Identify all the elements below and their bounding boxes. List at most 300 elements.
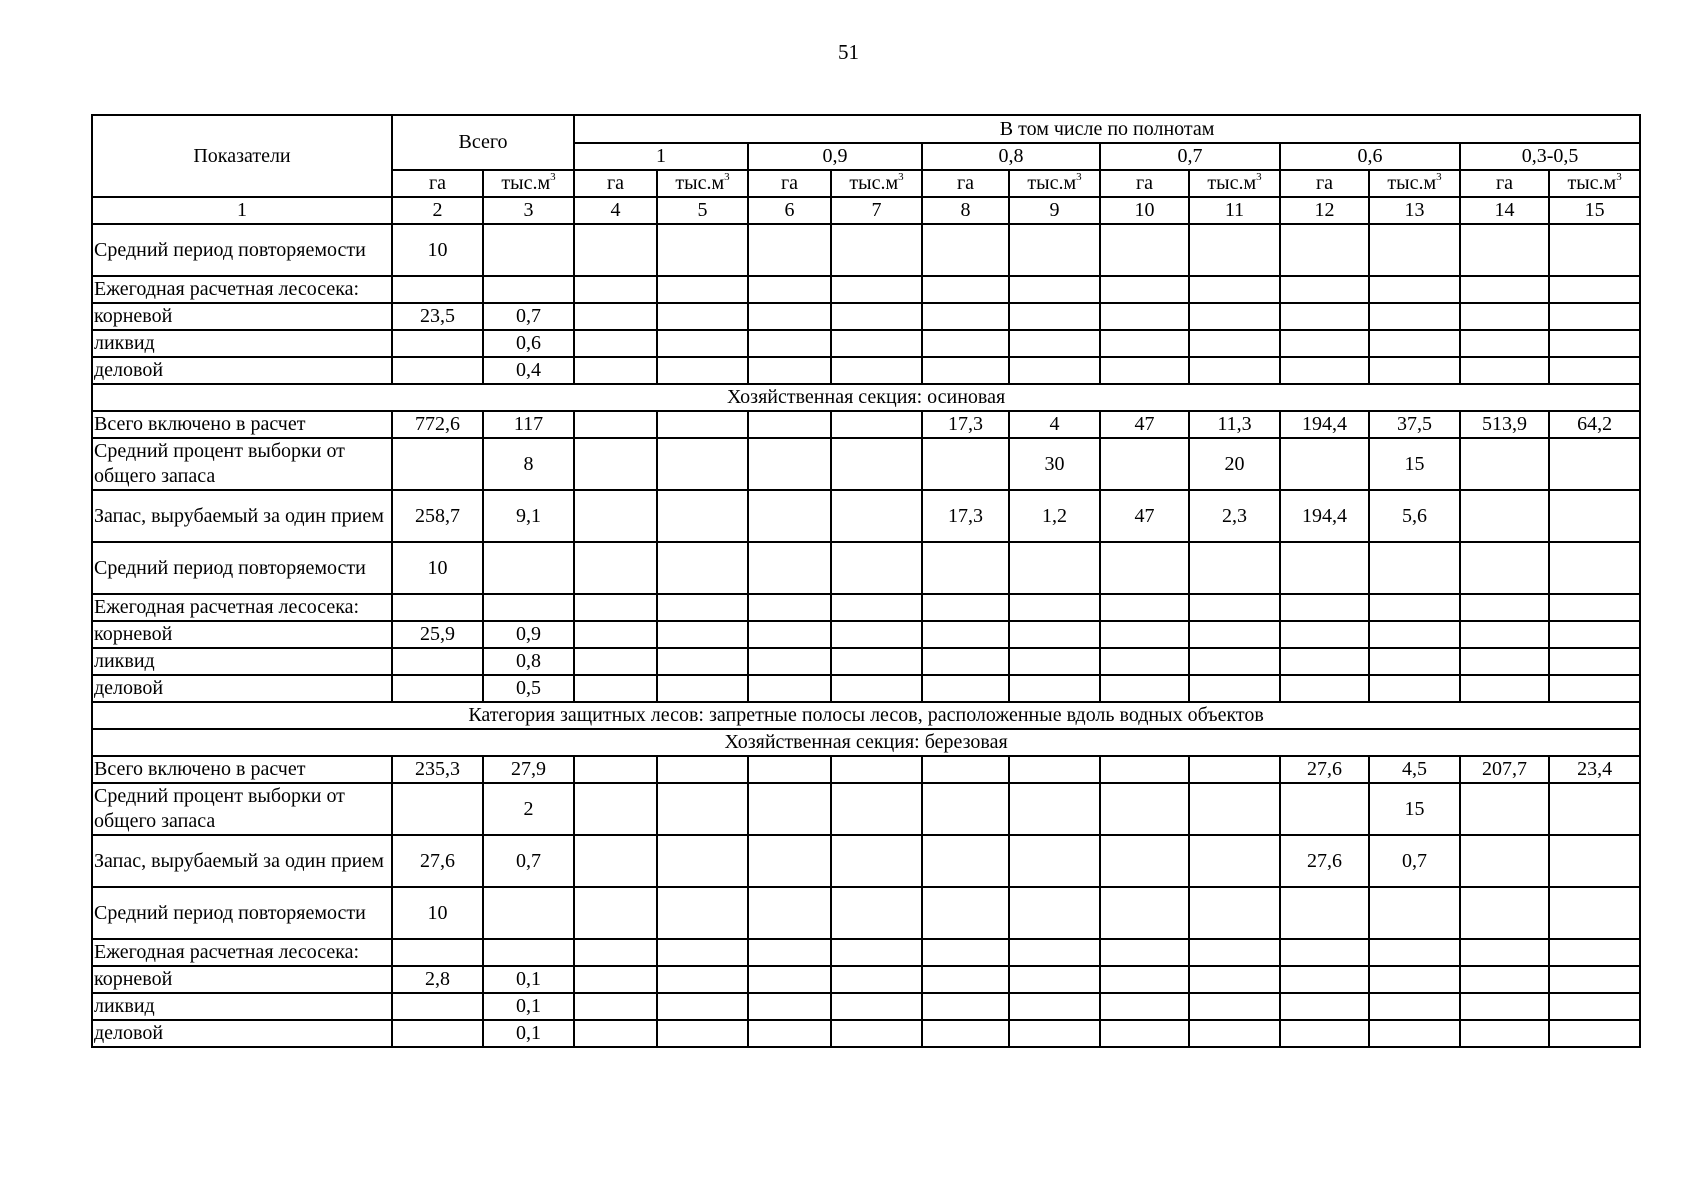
table-cell <box>922 621 1009 648</box>
table-cell <box>1009 276 1100 303</box>
table-cell <box>1460 542 1549 594</box>
table-cell <box>1100 887 1189 939</box>
table-cell: 0,1 <box>483 966 574 993</box>
table-cell <box>748 594 831 621</box>
table-cell <box>1549 966 1640 993</box>
unit-volume <box>1549 170 1640 197</box>
table-cell <box>748 621 831 648</box>
section-title: Хозяйственная секция: березовая <box>92 729 1640 756</box>
table-cell <box>1280 887 1369 939</box>
table-cell <box>657 542 748 594</box>
table-cell <box>657 783 748 835</box>
table-cell <box>1189 648 1280 675</box>
table-cell <box>748 756 831 783</box>
table-cell <box>1100 303 1189 330</box>
table-cell <box>1369 966 1460 993</box>
table-cell <box>1009 783 1100 835</box>
unit-volume <box>1009 170 1100 197</box>
column-number: 3 <box>483 197 574 224</box>
table-cell <box>1189 756 1280 783</box>
unit-volume-base: тыс.м <box>675 172 725 194</box>
table-row <box>92 783 1640 835</box>
table-cell <box>574 594 657 621</box>
table-cell <box>748 835 831 887</box>
table-cell <box>831 783 922 835</box>
table-cell <box>1189 939 1280 966</box>
table-cell <box>748 542 831 594</box>
table-cell <box>831 438 922 490</box>
table-cell <box>1369 224 1460 276</box>
unit-ha: га <box>1100 170 1189 197</box>
table-cell <box>1189 330 1280 357</box>
row-label: Ежегодная расчетная лесосека: <box>92 594 392 621</box>
table-cell <box>1189 1020 1280 1047</box>
table-cell <box>922 966 1009 993</box>
table-cell <box>1100 939 1189 966</box>
table-cell <box>1280 438 1369 490</box>
table-cell <box>574 330 657 357</box>
table-cell <box>922 224 1009 276</box>
table-cell <box>1100 756 1189 783</box>
table-cell <box>922 276 1009 303</box>
table-cell <box>1369 357 1460 384</box>
table-cell <box>483 224 574 276</box>
table-cell <box>831 993 922 1020</box>
table-cell <box>657 303 748 330</box>
header-by-density: В том числе по полнотам <box>574 115 1640 143</box>
table-cell <box>748 887 831 939</box>
table-cell <box>1189 594 1280 621</box>
table-cell <box>1549 939 1640 966</box>
row-label: ликвид <box>92 330 392 357</box>
table-cell <box>922 594 1009 621</box>
table-header <box>92 115 1640 224</box>
table-cell <box>483 939 574 966</box>
table-cell: 258,7 <box>392 490 483 542</box>
table-cell <box>1549 490 1640 542</box>
table-cell: 117 <box>483 411 574 438</box>
column-number: 1 <box>92 197 392 224</box>
table-cell <box>1460 303 1549 330</box>
table-row <box>92 357 1640 384</box>
table-cell <box>1189 276 1280 303</box>
table-cell <box>483 594 574 621</box>
header-total: Всего <box>392 115 574 170</box>
table-cell <box>392 939 483 966</box>
table-cell: 17,3 <box>922 411 1009 438</box>
table-row <box>92 621 1640 648</box>
column-number: 8 <box>922 197 1009 224</box>
table-cell <box>1549 675 1640 702</box>
header-density-group: 0,7 <box>1100 143 1280 170</box>
table-cell <box>1369 330 1460 357</box>
table-cell <box>1009 939 1100 966</box>
table-cell <box>831 411 922 438</box>
table-cell <box>1369 993 1460 1020</box>
table-row <box>92 303 1640 330</box>
table-cell: 194,4 <box>1280 411 1369 438</box>
unit-volume-base: тыс.м <box>1567 172 1617 194</box>
unit-volume <box>831 170 922 197</box>
table-cell <box>1100 783 1189 835</box>
table-cell <box>748 224 831 276</box>
table-cell <box>574 1020 657 1047</box>
table-cell <box>392 783 483 835</box>
table-cell <box>1369 675 1460 702</box>
table-cell <box>392 993 483 1020</box>
table-cell <box>1460 438 1549 490</box>
row-label: Средний период повторяемости <box>92 887 392 939</box>
table-cell: 15 <box>1369 783 1460 835</box>
table-cell <box>1100 330 1189 357</box>
row-label: Запас, вырубаемый за один прием <box>92 835 392 887</box>
table-cell <box>922 1020 1009 1047</box>
table-cell <box>922 542 1009 594</box>
table-cell <box>392 276 483 303</box>
table-row <box>92 675 1640 702</box>
table-cell <box>574 542 657 594</box>
table-cell <box>392 648 483 675</box>
table-cell <box>831 648 922 675</box>
table-cell <box>1280 621 1369 648</box>
table-cell <box>922 887 1009 939</box>
table-row <box>92 411 1640 438</box>
unit-volume-base: тыс.м <box>849 172 899 194</box>
table-cell <box>1549 993 1640 1020</box>
table-cell <box>1100 357 1189 384</box>
unit-ha: га <box>922 170 1009 197</box>
table-cell: 0,7 <box>483 835 574 887</box>
table-cell <box>748 993 831 1020</box>
table-cell <box>1549 303 1640 330</box>
table-cell <box>392 330 483 357</box>
table-cell <box>1460 966 1549 993</box>
table-cell <box>1280 648 1369 675</box>
table-cell <box>1549 835 1640 887</box>
table-cell <box>657 887 748 939</box>
section-row <box>92 384 1640 411</box>
table-cell <box>748 490 831 542</box>
unit-volume-exponent: 3 <box>1256 171 1262 183</box>
table-cell <box>831 330 922 357</box>
unit-ha: га <box>1460 170 1549 197</box>
table-cell: 0,1 <box>483 993 574 1020</box>
table-cell <box>392 357 483 384</box>
table-cell <box>1009 835 1100 887</box>
table-cell <box>657 411 748 438</box>
table-cell <box>1009 756 1100 783</box>
column-number: 11 <box>1189 197 1280 224</box>
table-cell <box>1460 621 1549 648</box>
table-cell <box>657 939 748 966</box>
table-row <box>92 939 1640 966</box>
table-cell <box>1100 276 1189 303</box>
unit-volume <box>657 170 748 197</box>
table-cell <box>831 756 922 783</box>
unit-volume-exponent: 3 <box>550 171 556 183</box>
table-cell <box>748 276 831 303</box>
table-cell <box>1369 648 1460 675</box>
table-cell: 207,7 <box>1460 756 1549 783</box>
header-row-column-numbers <box>92 197 1640 224</box>
table-row <box>92 966 1640 993</box>
table-cell <box>1549 357 1640 384</box>
table-row <box>92 542 1640 594</box>
table-cell <box>657 621 748 648</box>
unit-volume <box>483 170 574 197</box>
table-cell <box>1369 276 1460 303</box>
table-cell: 64,2 <box>1549 411 1640 438</box>
column-number: 10 <box>1100 197 1189 224</box>
table-cell <box>831 594 922 621</box>
table-cell <box>1280 783 1369 835</box>
table-cell <box>1369 887 1460 939</box>
table-cell <box>748 783 831 835</box>
table-cell <box>574 490 657 542</box>
table-cell <box>831 621 922 648</box>
table-cell: 37,5 <box>1369 411 1460 438</box>
table-cell <box>574 411 657 438</box>
row-label: Всего включено в расчет <box>92 756 392 783</box>
table-cell: 194,4 <box>1280 490 1369 542</box>
table-cell <box>922 756 1009 783</box>
table-cell <box>574 966 657 993</box>
table-cell <box>1549 330 1640 357</box>
table-cell <box>1280 675 1369 702</box>
table-cell: 47 <box>1100 490 1189 542</box>
table-cell <box>831 303 922 330</box>
forest-harvest-table <box>91 114 1641 1048</box>
table-cell <box>1549 887 1640 939</box>
table-cell: 513,9 <box>1460 411 1549 438</box>
table-cell <box>748 675 831 702</box>
column-number: 15 <box>1549 197 1640 224</box>
table-cell <box>922 438 1009 490</box>
table-cell <box>922 835 1009 887</box>
table-cell: 10 <box>392 542 483 594</box>
table-cell <box>657 224 748 276</box>
table-cell <box>1189 357 1280 384</box>
table-cell <box>1009 1020 1100 1047</box>
unit-volume-exponent: 3 <box>1076 171 1082 183</box>
row-label: Средний процент выборки от общего запаса <box>92 438 392 490</box>
unit-volume-exponent: 3 <box>898 171 904 183</box>
table-cell <box>1369 542 1460 594</box>
table-row <box>92 993 1640 1020</box>
table-cell <box>1369 939 1460 966</box>
table-cell <box>574 621 657 648</box>
table-cell: 2 <box>483 783 574 835</box>
table-cell: 0,5 <box>483 675 574 702</box>
unit-volume-base: тыс.м <box>1027 172 1077 194</box>
table-cell <box>922 648 1009 675</box>
table-cell <box>748 411 831 438</box>
table-cell <box>1009 675 1100 702</box>
table-cell <box>831 675 922 702</box>
table-cell <box>748 438 831 490</box>
table-cell <box>831 1020 922 1047</box>
row-label: деловой <box>92 675 392 702</box>
table-cell: 9,1 <box>483 490 574 542</box>
column-number: 6 <box>748 197 831 224</box>
table-cell: 27,6 <box>392 835 483 887</box>
table-cell <box>1460 887 1549 939</box>
table-cell <box>831 966 922 993</box>
unit-volume-base: тыс.м <box>1207 172 1257 194</box>
table-cell: 1,2 <box>1009 490 1100 542</box>
table-cell <box>657 330 748 357</box>
table-cell <box>922 783 1009 835</box>
unit-volume <box>1189 170 1280 197</box>
table-cell <box>1280 966 1369 993</box>
table-cell <box>1460 330 1549 357</box>
row-label: ликвид <box>92 993 392 1020</box>
table-row <box>92 835 1640 887</box>
table-body <box>92 224 1640 1047</box>
header-row-groups <box>92 115 1640 143</box>
header-density-group: 0,8 <box>922 143 1100 170</box>
table-cell: 0,4 <box>483 357 574 384</box>
table-cell: 0,6 <box>483 330 574 357</box>
table-cell <box>1009 357 1100 384</box>
table-cell <box>1100 594 1189 621</box>
unit-ha: га <box>574 170 657 197</box>
row-label: Ежегодная расчетная лесосека: <box>92 276 392 303</box>
header-density-group: 0,9 <box>748 143 922 170</box>
unit-ha: га <box>392 170 483 197</box>
table-cell <box>1280 542 1369 594</box>
column-number: 9 <box>1009 197 1100 224</box>
table-cell <box>831 542 922 594</box>
unit-volume <box>1369 170 1460 197</box>
table-cell <box>748 1020 831 1047</box>
table-cell <box>574 993 657 1020</box>
column-number: 7 <box>831 197 922 224</box>
unit-volume-base: тыс.м <box>501 172 551 194</box>
table-cell <box>483 887 574 939</box>
table-cell <box>1280 594 1369 621</box>
section-title: Хозяйственная секция: осиновая <box>92 384 1640 411</box>
table-cell: 2,3 <box>1189 490 1280 542</box>
column-number: 13 <box>1369 197 1460 224</box>
table-cell <box>657 276 748 303</box>
table-cell <box>1189 887 1280 939</box>
table-row <box>92 224 1640 276</box>
table-row <box>92 490 1640 542</box>
table-cell <box>1189 835 1280 887</box>
table-cell <box>1369 303 1460 330</box>
table-cell <box>1369 594 1460 621</box>
table-row <box>92 594 1640 621</box>
table-cell <box>1009 330 1100 357</box>
table-cell <box>1460 675 1549 702</box>
table-cell <box>574 783 657 835</box>
table-cell <box>574 939 657 966</box>
table-cell <box>574 357 657 384</box>
table-cell: 23,5 <box>392 303 483 330</box>
table-cell <box>657 357 748 384</box>
table-cell <box>1460 783 1549 835</box>
table-cell <box>748 648 831 675</box>
table-cell: 5,6 <box>1369 490 1460 542</box>
table-cell: 30 <box>1009 438 1100 490</box>
table-cell <box>1009 594 1100 621</box>
header-density-group: 0,6 <box>1280 143 1460 170</box>
table-cell <box>1280 1020 1369 1047</box>
table-cell <box>748 357 831 384</box>
table-cell <box>1189 621 1280 648</box>
table-cell <box>1280 276 1369 303</box>
table-cell <box>1189 993 1280 1020</box>
table-cell <box>1009 303 1100 330</box>
table-cell <box>1549 224 1640 276</box>
table-cell: 27,6 <box>1280 835 1369 887</box>
table-cell: 0,8 <box>483 648 574 675</box>
table-cell <box>574 224 657 276</box>
column-number: 12 <box>1280 197 1369 224</box>
table-row <box>92 1020 1640 1047</box>
table-cell <box>831 887 922 939</box>
table-cell <box>574 276 657 303</box>
table-cell: 8 <box>483 438 574 490</box>
section-row <box>92 702 1640 729</box>
row-label: корневой <box>92 621 392 648</box>
table-cell: 0,1 <box>483 1020 574 1047</box>
table-cell <box>1549 594 1640 621</box>
table-cell <box>657 835 748 887</box>
row-label: корневой <box>92 303 392 330</box>
table-cell <box>1189 966 1280 993</box>
table-cell <box>831 490 922 542</box>
table-cell <box>1460 1020 1549 1047</box>
table-cell <box>1100 224 1189 276</box>
table-cell <box>1100 835 1189 887</box>
table-cell <box>483 276 574 303</box>
table-cell <box>1100 1020 1189 1047</box>
table-cell <box>1549 783 1640 835</box>
row-label: Средний процент выборки от общего запаса <box>92 783 392 835</box>
unit-volume-exponent: 3 <box>1616 171 1622 183</box>
table-cell <box>922 303 1009 330</box>
table-cell <box>748 330 831 357</box>
header-density-group: 0,3-0,5 <box>1460 143 1640 170</box>
table-cell <box>748 939 831 966</box>
table-cell: 23,4 <box>1549 756 1640 783</box>
table-cell <box>1280 224 1369 276</box>
table-cell <box>1009 648 1100 675</box>
table-cell <box>657 675 748 702</box>
table-row <box>92 887 1640 939</box>
row-label: Средний период повторяемости <box>92 542 392 594</box>
table-cell <box>1460 993 1549 1020</box>
header-density-group: 1 <box>574 143 748 170</box>
table-cell <box>1189 783 1280 835</box>
table-row <box>92 276 1640 303</box>
unit-volume-exponent: 3 <box>1436 171 1442 183</box>
table-cell <box>1460 835 1549 887</box>
table-cell <box>574 303 657 330</box>
row-label: деловой <box>92 357 392 384</box>
table-row <box>92 648 1640 675</box>
table-cell: 772,6 <box>392 411 483 438</box>
column-number: 14 <box>1460 197 1549 224</box>
table-cell <box>1460 594 1549 621</box>
table-cell <box>392 675 483 702</box>
table-cell <box>574 438 657 490</box>
row-label: Запас, вырубаемый за один прием <box>92 490 392 542</box>
page-number: 51 <box>838 40 859 64</box>
table-cell: 17,3 <box>922 490 1009 542</box>
